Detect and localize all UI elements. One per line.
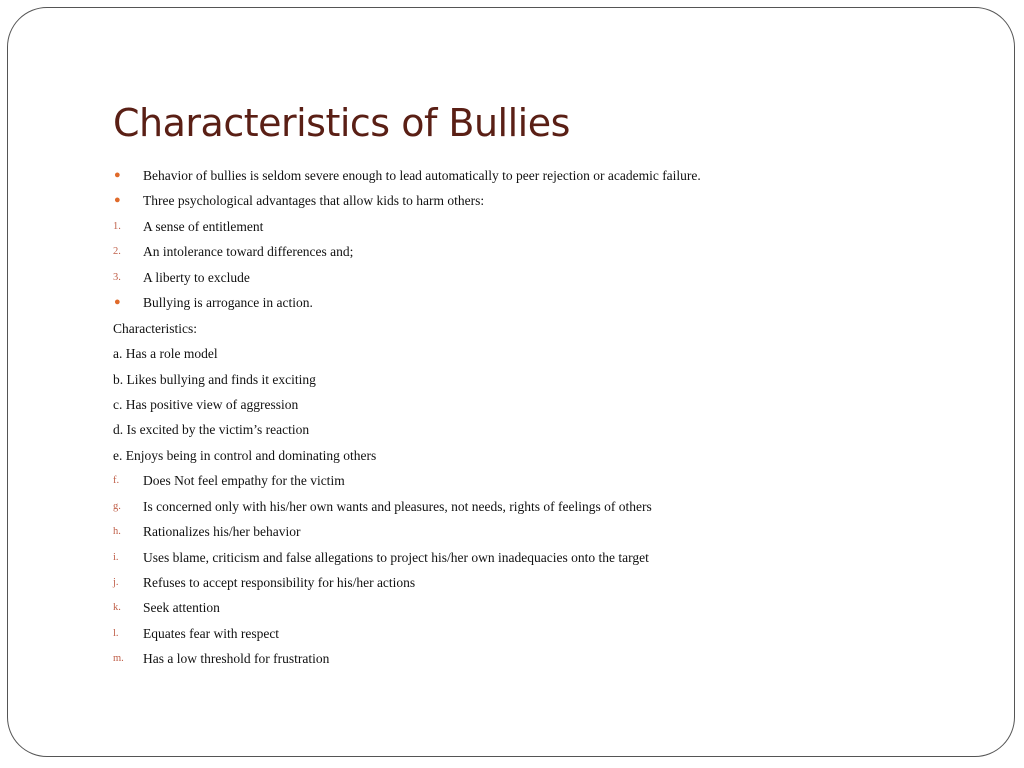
bullet-icon: ●	[114, 169, 121, 181]
list-item	[113, 341, 973, 366]
list-item-marker: m.	[113, 653, 124, 665]
list-item-text: Has a low threshold for frustration	[143, 651, 330, 667]
list-item	[113, 316, 973, 341]
bullet-icon: ●	[114, 296, 121, 309]
list-item-text: An intolerance toward differences and;	[143, 244, 354, 260]
list-item	[113, 417, 973, 442]
list-item	[113, 367, 973, 392]
slide-title: Characteristics of Bullies	[113, 101, 570, 145]
list-item-marker: j.	[113, 577, 119, 588]
list-item	[113, 570, 973, 595]
list-item	[113, 646, 973, 671]
list-item-text: Is concerned only with his/her own wants and pleasures, not needs, rights of feelings of others	[143, 498, 652, 514]
list-item-marker: i.	[113, 551, 119, 563]
list-item-marker: g.	[113, 500, 121, 512]
list-item	[113, 621, 973, 646]
list-item-text: Bullying is arrogance in action.	[143, 295, 313, 311]
list-item-text: Three psychological advantages that allow kids to harm others:	[143, 193, 485, 209]
list-item	[113, 163, 973, 188]
list-item	[113, 545, 973, 570]
list-item-marker: k.	[113, 602, 121, 614]
list-item-text: b. Likes bullying and finds it exciting	[113, 371, 316, 387]
list-item-marker: 1.	[113, 220, 121, 232]
list-item	[113, 239, 973, 264]
list-item	[113, 519, 973, 544]
list-item-marker: l.	[113, 627, 119, 639]
list-item-text: Rationalizes his/her behavior	[143, 524, 301, 540]
list-item-text: Uses blame, criticism and false allegations to project his/her own inadequacies onto the target	[143, 549, 649, 565]
list-item	[113, 265, 973, 290]
list-item	[113, 188, 973, 213]
list-item	[113, 595, 973, 620]
list-item-marker: 2.	[113, 246, 121, 258]
list-item-marker: f.	[113, 475, 120, 487]
list-item-text: Characteristics:	[113, 320, 197, 336]
list-item-text: Seek attention	[143, 600, 220, 616]
list-item-text: Refuses to accept responsibility for his/her actions	[143, 575, 416, 590]
list-item-text: A liberty to exclude	[143, 269, 250, 285]
bullet-icon: ●	[114, 194, 121, 207]
list-item	[113, 214, 973, 239]
list-item	[113, 290, 973, 315]
list-item	[113, 443, 973, 468]
list-item	[113, 468, 973, 493]
list-item-marker: h.	[113, 526, 121, 538]
list-item-text: Behavior of bullies is seldom severe enough to lead automatically to peer rejection or academic failure.	[143, 168, 701, 183]
list-item	[113, 494, 973, 519]
list-item-text: c. Has positive view of aggression	[113, 396, 299, 412]
list-item	[113, 392, 973, 417]
list-item-text: Equates fear with respect	[143, 625, 280, 641]
list-item-text: A sense of entitlement	[143, 218, 264, 234]
list-item-text: d. Is excited by the victim’s reaction	[113, 422, 310, 438]
list-item-marker: 3.	[113, 271, 121, 283]
list-item-text: Does Not feel empathy for the victim	[143, 473, 345, 489]
slide-content-list	[113, 163, 973, 672]
list-item-text: e. Enjoys being in control and dominating others	[113, 447, 377, 463]
list-item-text: a. Has a role model	[113, 346, 218, 362]
